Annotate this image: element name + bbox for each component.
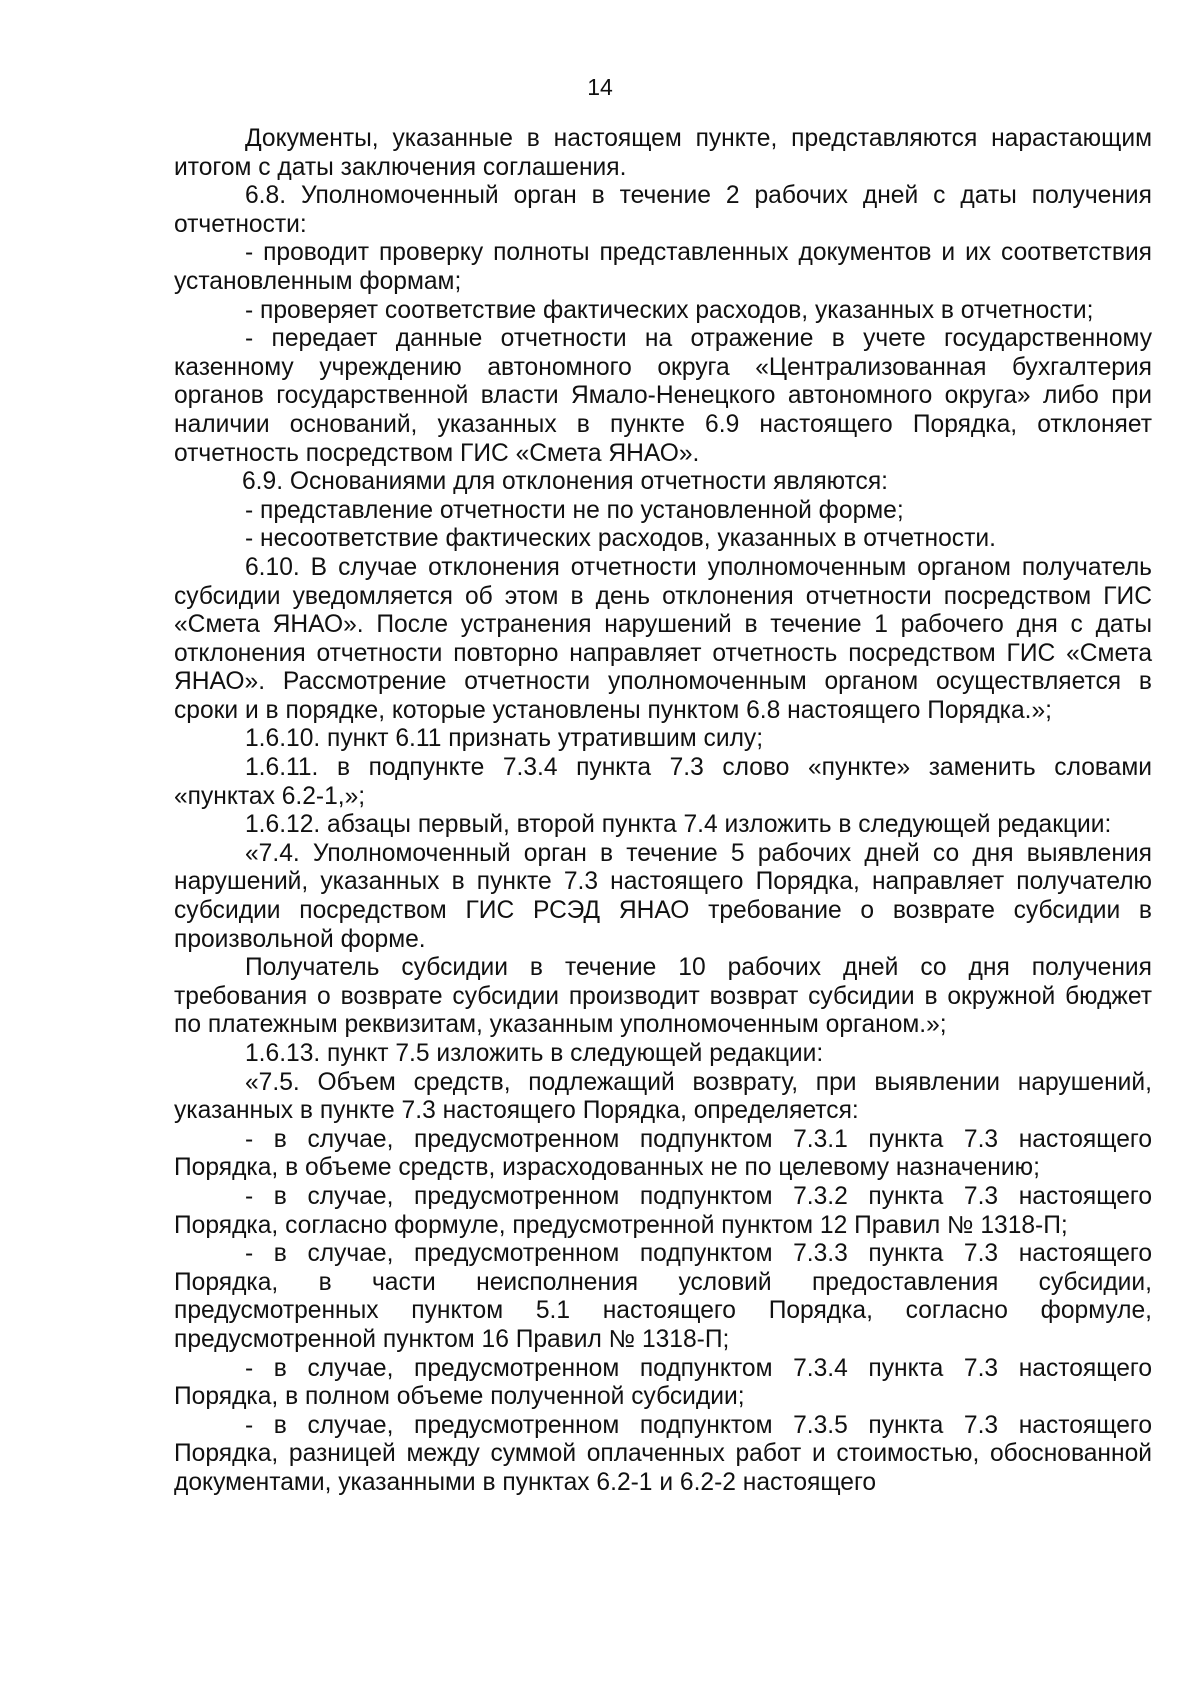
list-item: - несоответствие фактических расходов, указанных в отчетности. [245, 525, 996, 553]
list-item: - передает данные отчетности на отражение в учете государственному казенному учреждению автономного округа «Централизованная бухгалтерия органов государственной власти Ямало-Ненецкого автономного округа» либо при наличии оснований, указанных в пункте 6.9 настоящего Порядка, отклоняет отчетность посредством ГИС «Смета ЯНАО». [174, 325, 1152, 467]
paragraph: Получатель субсидии в течение 10 рабочих дней со дня получения требования о возврате субсидии производит возврат субсидии в окружной бюджет по платежным реквизитам, указанным уполномоченным органом.»; [174, 954, 1152, 1039]
list-item: - проводит проверку полноты представленных документов и их соответствия установленным формам; [174, 239, 1152, 295]
list-item: - представление отчетности не по установленной форме; [245, 496, 904, 524]
paragraph: 6.10. В случае отклонения отчетности уполномоченным органом получатель субсидии уведомляется об этом в день отклонения отчетности посредством ГИС «Смета ЯНАО». После устранения нарушений в течение 1 рабочего дня с даты отклонения отчетности повторно направляет отчетность посредством ГИС «Смета ЯНАО». Рассмотрение отчетности уполномоченным органом осуществляется в сроки и в порядке, которые установлены пунктом 6.8 настоящего Порядка.»; [174, 553, 1152, 724]
list-item: - в случае, предусмотренном подпунктом 7.3.5 пункта 7.3 настоящего Порядка, разницей между суммой оплаченных работ и стоимостью, обоснованной документами, указанными в пунктах 6.2-1 и 6.2-2 настоящего [174, 1411, 1152, 1496]
paragraph: 1.6.13. пункт 7.5 изложить в следующей редакции: [245, 1040, 824, 1067]
paragraph: 6.9. Основаниями для отклонения отчетности являются: [242, 468, 889, 496]
document-body [174, 125, 1152, 1498]
paragraph: 1.6.11. в подпункте 7.3.4 пункта 7.3 слово «пункте» заменить словами «пунктах 6.2-1,»; [174, 754, 1152, 810]
paragraph: 1.6.12. абзацы первый, второй пункта 7.4 изложить в следующей редакции: [245, 811, 1112, 839]
paragraph: Документы, указанные в настоящем пункте, представляются нарастающим итогом с даты заключения соглашения. [174, 125, 1152, 181]
page-number: 14 [587, 74, 613, 100]
list-item: - проверяет соответствие фактических расходов, указанных в отчетности; [245, 296, 1094, 324]
paragraph: «7.5. Объем средств, подлежащий возврату, при выявлении нарушений, указанных в пункте 7.3 настоящего Порядка, определяется: [174, 1068, 1152, 1125]
list-item: - в случае, предусмотренном подпунктом 7.3.1 пункта 7.3 настоящего Порядка, в объеме средств, израсходованных не по целевому назначению; [174, 1125, 1152, 1182]
paragraph: 1.6.10. пункт 6.11 признать утратившим силу; [245, 725, 764, 753]
list-item: - в случае, предусмотренном подпунктом 7.3.2 пункта 7.3 настоящего Порядка, согласно формуле, предусмотренной пунктом 12 Правил № 1318-П; [174, 1182, 1152, 1239]
list-item: - в случае, предусмотренном подпунктом 7.3.3 пункта 7.3 настоящего Порядка, в части неисполнения условий предоставления субсидии, предусмотренных пунктом 5.1 настоящего Порядка, согласно формуле, предусмотренной пунктом 16 Правил № 1318-П; [174, 1240, 1152, 1353]
paragraph: 6.8. Уполномоченный орган в течение 2 рабочих дней с даты получения отчетности: [174, 182, 1152, 238]
list-item: - в случае, предусмотренном подпунктом 7.3.4 пункта 7.3 настоящего Порядка, в полном объеме полученной субсидии; [174, 1354, 1152, 1411]
paragraph: «7.4. Уполномоченный орган в течение 5 рабочих дней со дня выявления нарушений, указанных в пункте 7.3 настоящего Порядка, направляет получателю субсидии посредством ГИС РСЭД ЯНАО требование о возврате субсидии в произвольной форме. [174, 839, 1152, 953]
